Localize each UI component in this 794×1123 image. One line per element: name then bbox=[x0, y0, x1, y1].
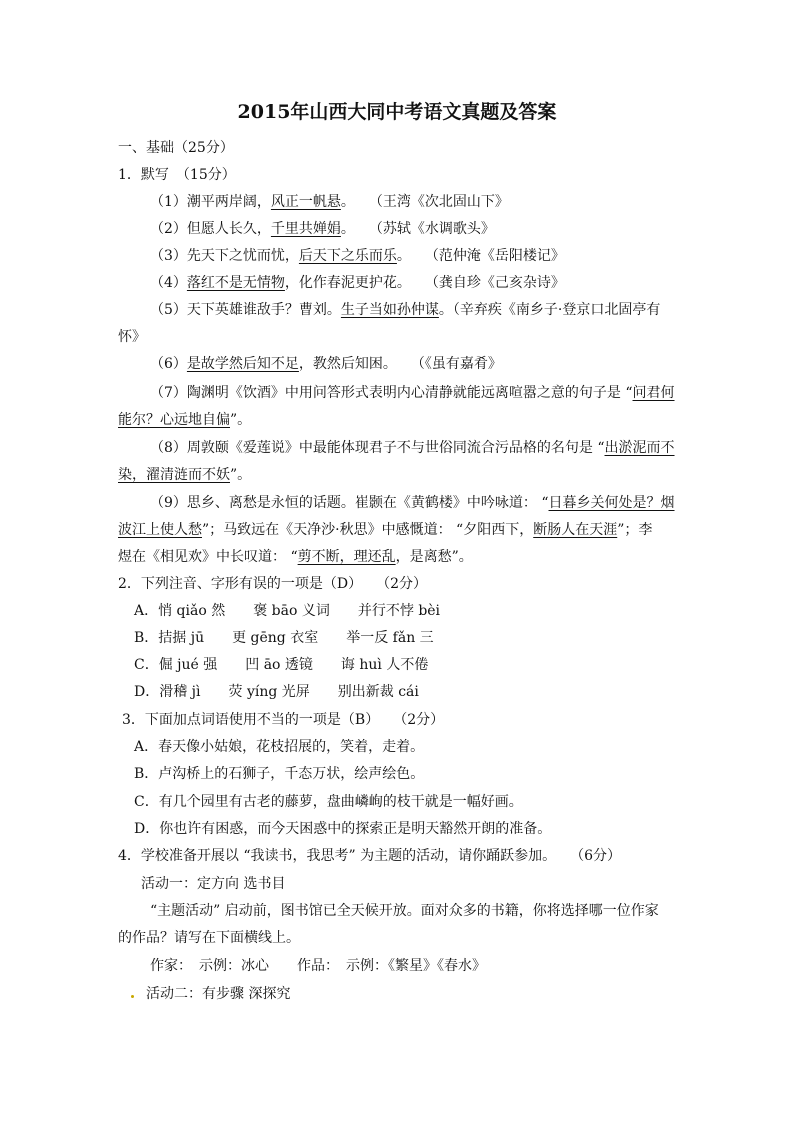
q1-item-6: （6）是故学然后知不足，教然后知困。 （《虽有嘉肴》 bbox=[150, 356, 502, 372]
q3-option-c: C．有几个园里有古老的藤萝，盘曲嶙峋的枝干就是一幅好画。 bbox=[134, 794, 523, 810]
answer-underline: 染，濯清涟而不妖 bbox=[118, 467, 230, 483]
q4-activity-1: 活动一：定方向 选书目 bbox=[141, 876, 286, 892]
question-3-heading: 3．下面加点词语使用不当的一项是（B） （2分） bbox=[122, 712, 445, 728]
q2-option-b: B．拮据 jū 更 gēng 衣室 举一反 fǎn 三 bbox=[134, 630, 434, 646]
q4-paragraph-line-2: 的作品？请写在下面横线上。 bbox=[118, 930, 300, 946]
answer-underline: 风正一帆悬 bbox=[270, 194, 341, 210]
q2-option-a: A．悄 qiǎo 然 褒 bāo 义词 并行不悖 bèi bbox=[134, 603, 441, 619]
answer-underline: 能尔？心远地自偏 bbox=[118, 412, 230, 428]
answer-underline: 落红不是无情物 bbox=[186, 275, 285, 291]
answer-underline: 断肠人在天涯 bbox=[533, 522, 618, 538]
answer-underline: 后天下之乐而乐 bbox=[298, 248, 397, 264]
answer-underline: 问君何 bbox=[632, 385, 675, 401]
q1-item-9-cont-2: 煜在《相见欢》中长叹道： “剪不断，理还乱，是离愁”。 bbox=[118, 549, 473, 565]
q1-item-9-cont-1: 波江上使人愁”；马致远在《天净沙·秋思》中感慨道： “夕阳西下，断肠人在天涯”；李 bbox=[118, 522, 653, 538]
q2-option-d: D．滑稽 jì 荧 yíng 光屏 别出新裁 cái bbox=[134, 684, 419, 700]
q3-option-d: D．你也许有困惑，而今天困惑中的探索正是明天豁然开朗的准备。 bbox=[134, 821, 552, 837]
q1-item-9: （9）思乡、离愁是永恒的话题。崔颢在《黄鹤楼》中吟咏道： “日暮乡关何处是？烟 bbox=[150, 495, 675, 511]
q2-option-c: C．倔 jué 强 凹 āo 透镜 诲 huì 人不倦 bbox=[134, 657, 429, 673]
answer-underline: 出淤泥而不 bbox=[604, 440, 675, 456]
q1-item-2: （2）但愿人长久，千里共婵娟。 （苏轼《水调歌头》 bbox=[150, 221, 495, 237]
question-4-heading: 4．学校准备开展以 “我读书，我思考” 为主题的活动，请你踊跃参加。 （6分） bbox=[118, 848, 622, 864]
q4-activity-2: 活动二：有步骤 深探究 bbox=[146, 986, 291, 1002]
answer-underline: 生子当如孙仲谋 bbox=[340, 302, 439, 318]
q3-option-b: B．卢沟桥上的石狮子，千态万状，绘声绘色。 bbox=[134, 766, 425, 782]
answer-underline: 日暮乡关何处是？烟 bbox=[548, 495, 675, 511]
section-heading: 一、基础（25分） bbox=[118, 140, 234, 156]
q1-item-4: （4）落红不是无情物，化作春泥更护花。 （龚自珍《己亥杂诗》 bbox=[150, 275, 565, 291]
answer-underline: 剪不断，理还乱 bbox=[297, 549, 396, 565]
q3-option-a: A．春天像小姑娘，花枝招展的，笑着，走着。 bbox=[134, 739, 425, 755]
answer-underline: 是故学然后知不足 bbox=[186, 356, 299, 372]
q4-paragraph-line-1: “主题活动” 启动前，图书馆已全天候开放。面对众多的书籍，你将选择哪一位作家 bbox=[150, 903, 659, 919]
q1-item-7: （7）陶渊明《饮酒》中用问答形式表明内心清静就能远离喧嚣之意的句子是 “问君何 bbox=[150, 385, 675, 401]
q4-example: 作家： 示例：冰心 作品： 示例：《繁星》《春水》 bbox=[150, 958, 486, 974]
answer-underline: 千里共婵娟 bbox=[270, 221, 341, 237]
page-title: 2015年山西大同中考语文真题及答案 bbox=[237, 101, 557, 123]
q1-item-8-cont: 染，濯清涟而不妖”。 bbox=[118, 467, 252, 483]
q1-item-5: （5）天下英雄谁敌手？曹刘。生子当如孙仲谋。（辛弃疾《南乡子·登京口北固亭有 bbox=[150, 302, 661, 318]
q1-item-7-cont: 能尔？心远地自偏”。 bbox=[118, 412, 252, 428]
answer-underline: 波江上使人愁 bbox=[118, 522, 202, 538]
question-1-heading: 1．默写 （15分） bbox=[118, 167, 236, 183]
q1-item-3: （3）先天下之忧而忧，后天下之乐而乐。 （范仲淹《岳阳楼记》 bbox=[150, 248, 565, 264]
q1-item-5-cont: 怀》 bbox=[118, 329, 146, 345]
question-2-heading: 2．下列注音、字形有误的一项是（D） （2分） bbox=[118, 576, 428, 592]
bullet-dot bbox=[131, 995, 134, 998]
q1-item-8: （8）周敦颐《爱莲说》中最能体现君子不与世俗同流合污品格的名句是 “出淤泥而不 bbox=[150, 440, 675, 456]
q1-item-1: （1）潮平两岸阔，风正一帆悬。 （王湾《次北固山下》 bbox=[150, 194, 509, 210]
